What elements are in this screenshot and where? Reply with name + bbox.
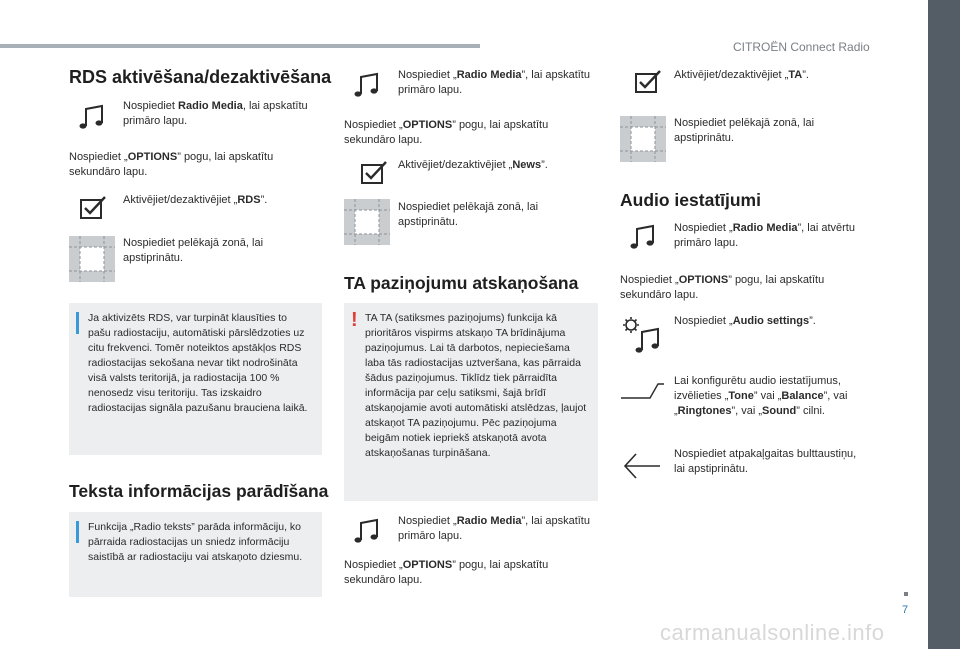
watermark: carmanualsonline.info [660,620,885,645]
section-title-rds: RDS aktivēšana/dezaktivēšana [69,67,332,87]
music-note-icon [71,96,113,138]
info-box-radio-text [69,512,322,597]
music-note-icon [346,64,388,106]
warning-box-ta [344,303,598,501]
music-note-icon [622,216,664,258]
page-number: 7 [902,604,909,616]
step-options: Nospiediet „OPTIONS” pogu, lai apskatītu sekundāro lapu. [620,274,825,301]
step-toggle-ta: Aktivējiet/dezaktivējiet „TA”. [674,69,809,81]
tab-icon [620,376,666,406]
page-marker [904,592,908,596]
step-toggle-news: Aktivējiet/dezaktivējiet „News”. [398,159,548,171]
step-radio-media: Nospiediet „Radio Media”, lai apskatītu primāro lapu. [398,515,590,542]
step-options: Nospiediet „OPTIONS” pogu, lai apskatītu sekundāro lapu. [69,151,274,178]
info-box-rds [69,303,322,455]
step-confirm-grey: Nospiediet pelēkajā zonā, lai apstiprinātu. [674,117,815,144]
info-text-radio-text: Funkcija „Radio teksts” parāda informāciju, ko pārraida radiostacijas un sniedz informāciju saistībā ar radiostaciju vai atskaņoto dziesmu. [88,521,303,563]
step-confirm-grey: Nospiediet pelēkajā zonā, lai apstiprinātu. [398,201,539,228]
grey-zone-grid-icon [69,236,115,282]
header-rule [0,44,480,48]
section-title-ta: TA paziņojumu atskaņošana [344,273,579,293]
checkbox-check-icon [71,188,113,230]
checkbox-check-icon [352,153,394,195]
step-back-confirm: Nospiediet atpakaļgaitas bulttaustiņu, lai apstiprinātu. [674,448,857,475]
grey-zone-grid-icon [620,116,666,162]
warning-text-ta: TA TA (satiksmes paziņojums) funkcija kā prioritāros vispirms atskaņo TA brīdinājuma paziņojumus. Lai tā darbotos, nepieciešama laba tās radiostacijas uztveršana, kas pārraida šādus paziņojumus. Tiklīdz tiek pārraidīta informācija par ceļu satiksmi, šajā brīdī atskaņojamie avoti automātiski atslēdzas, ļaujot atskaņot TA paziņojumu. Pēc paziņojuma beigām notiek iepriekš atskaņotā avota atskaņošanas turpināšana. [365,312,587,459]
info-marker [76,521,79,543]
warning-icon: ! [351,309,358,331]
step-options: Nospiediet „OPTIONS” pogu, lai apskatītu sekundāro lapu. [344,559,549,586]
step-select-tab: Lai konfigurētu audio iestatījumus, izvēlieties „Tone” vai „Balance”, vai „Ringtones”, vai „Sound” cilni. [674,375,848,417]
back-arrow-icon [620,444,666,490]
page-side-tab [928,0,960,649]
brand-label: CITROËN Connect Radio [733,40,870,54]
section-title-text-info: Teksta informācijas parādīšana [69,481,329,501]
music-note-icon [346,510,388,552]
step-audio-settings: Nospiediet „Audio settings”. [674,315,816,327]
step-radio-media: Nospiediet Radio Media, lai apskatītu primāro lapu. [123,100,308,127]
step-confirm-grey: Nospiediet pelēkajā zonā, lai apstiprinātu. [123,237,264,264]
info-text-rds: Ja aktivizēts RDS, var turpināt klausīties to pašu radiostaciju, automātiski pārslēdzoties uz citu frekvenci. Tomēr noteiktos apstākļos RDS radiostacijas sekošana nevar tikt nodrošināta visā valsts teritorijā, ja radiostacija 100 % nenosedz visu teritoriju. Tas izskaidro radiostacijas signāla pazušanu brauciena laikā. [88,312,308,414]
step-radio-media: Nospiediet „Radio Media”, lai atvērtu primāro lapu. [674,222,855,249]
step-toggle-rds: Aktivējiet/dezaktivējiet „RDS”. [123,194,268,206]
section-title-audio: Audio iestatījumi [620,190,761,210]
step-radio-media: Nospiediet „Radio Media”, lai apskatītu primāro lapu. [398,69,590,96]
info-marker [76,312,79,334]
checkbox-check-icon [626,62,668,104]
step-options: Nospiediet „OPTIONS” pogu, lai apskatītu sekundāro lapu. [344,119,549,146]
audio-settings-icon [620,312,666,358]
grey-zone-grid-icon [344,199,390,245]
